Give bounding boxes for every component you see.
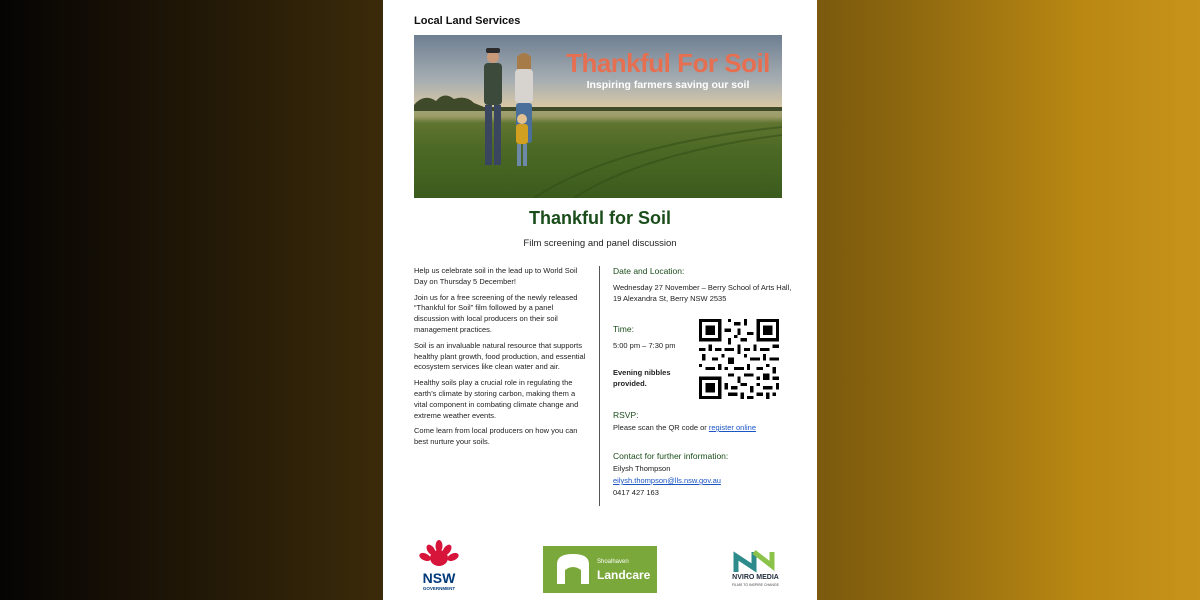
paragraph-resource: Soil is an invaluable natural resource that supports healthy plant growth, food production, and essential ecosystem services like clean water and air. bbox=[414, 340, 586, 372]
paragraph-screening: Join us for a free screening of the newly released “Thankful for Soil” film followed by a panel discussion with local producers on their soil management practices. bbox=[414, 292, 578, 334]
event-title: Thankful for Soil bbox=[529, 208, 671, 228]
time-heading: Time: bbox=[613, 324, 634, 334]
flyer-page bbox=[383, 0, 817, 600]
nviro-media-logo bbox=[728, 550, 783, 595]
nsw-government-text: GOVERNMENT bbox=[422, 586, 456, 591]
event-subtitle: Film screening and panel discussion bbox=[523, 238, 677, 249]
qr-code[interactable] bbox=[699, 319, 779, 399]
contact-heading: Contact for further information: bbox=[613, 451, 729, 461]
description-column bbox=[414, 266, 586, 453]
hero-banner bbox=[414, 35, 782, 198]
register-online-link[interactable]: register online bbox=[708, 423, 756, 432]
landcare-hand-icon bbox=[553, 550, 593, 590]
sponsor-logos bbox=[383, 540, 817, 600]
rsvp-heading: RSVP: bbox=[613, 410, 639, 420]
organization-name: Local Land Services bbox=[414, 15, 521, 27]
shoalhaven-landcare-logo bbox=[543, 546, 657, 593]
landcare-name-text: Landcare bbox=[597, 568, 651, 582]
date-location-heading: Date and Location: bbox=[613, 266, 685, 276]
date-location-text: Wednesday 27 November – Berry School of Arts Hall, 19 Alexandra St, Berry NSW 2535 bbox=[613, 283, 792, 303]
time-text: 5:00 pm – 7:30 pm bbox=[613, 341, 676, 350]
nviro-mark-icon bbox=[728, 550, 783, 574]
rsvp-instruction: Please scan the QR code or bbox=[613, 423, 709, 432]
contact-email-link[interactable]: eilysh.thompson@lls.nsw.gov.au bbox=[613, 476, 721, 485]
nviro-tagline-text: FILMS TO INSPIRE CHANGE bbox=[732, 583, 779, 587]
hero-title: Thankful For Soil bbox=[566, 48, 770, 78]
paragraph-intro: Help us celebrate soil in the lead up to World Soil Day on Thursday 5 December! bbox=[414, 266, 578, 286]
nibbles-text: Evening nibbles provided. bbox=[613, 368, 671, 388]
contact-phone: 0417 427 163 bbox=[613, 488, 659, 497]
waratah-icon bbox=[414, 540, 464, 570]
rsvp-text bbox=[613, 422, 803, 433]
nviro-name-text: NVIRO MEDIA bbox=[732, 574, 779, 581]
contact-name: Eilysh Thompson bbox=[613, 464, 671, 473]
paragraph-climate: Healthy soils play a crucial role in regulating the earth’s climate by storing carbon, making them a vital component in combating climate change and extreme weather events. bbox=[414, 378, 579, 420]
hero-subtitle: Inspiring farmers saving our soil bbox=[586, 79, 750, 91]
paragraph-learn: Come learn from local producers on how you can best nurture your soils. bbox=[414, 426, 578, 447]
column-divider bbox=[599, 266, 600, 506]
nsw-wordmark: NSW bbox=[422, 570, 456, 586]
nsw-government-logo bbox=[414, 540, 464, 595]
landcare-region-text: Shoalhaven bbox=[597, 559, 629, 565]
